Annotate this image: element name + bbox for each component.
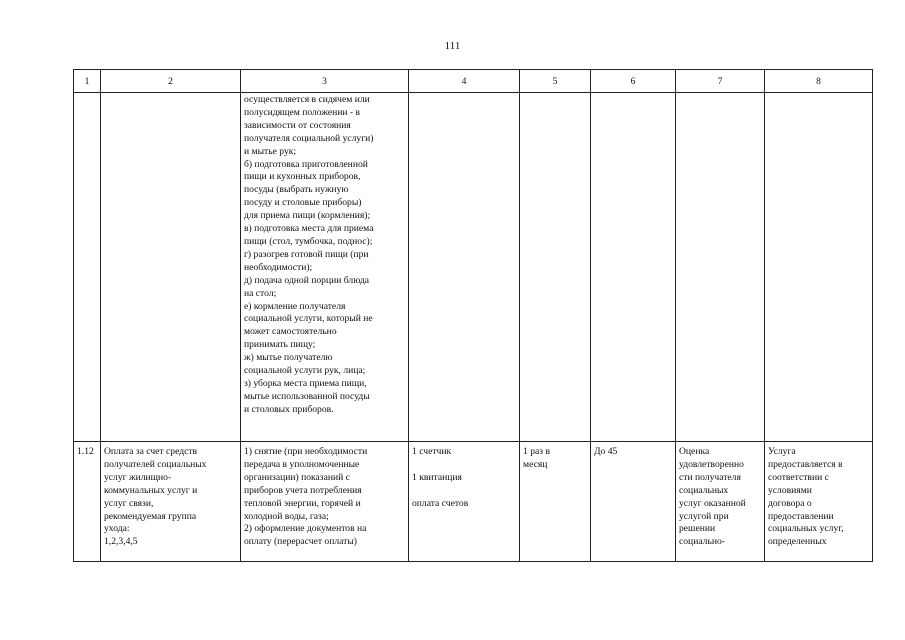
cell-number bbox=[74, 93, 101, 442]
cell-service-description: осуществляется в сидячем или полусидящем положении - в зависимости от состояния получателя социальной услуги) и мытье рук; б) подготовка приготовленной пищи и кухонных приборов, посуды (выбрать нужную посуду и столовые приборы) для приема пищи (кормления); в) подготовка места для приема пищи (стол, тумбочка, поднос); г) разогрев готовой пищи (при необходимости); д) подача одной порции блюда на стол; е) кормление получателя социальной услуги, который не может самостоятельно принимать пищу; ж) мытье получателю социальной услуги рук, лица; з) уборка места приема пищи, мытье использованной посуды и столовых приборов. bbox=[241, 93, 409, 442]
column-header-1: 1 bbox=[74, 70, 101, 93]
cell-service-name bbox=[101, 93, 241, 442]
table-row-continuation bbox=[74, 93, 873, 442]
cell-number: 1.12 bbox=[74, 442, 101, 562]
cell-conditions bbox=[765, 93, 873, 442]
column-header-6: 6 bbox=[591, 70, 676, 93]
column-header-7: 7 bbox=[676, 70, 765, 93]
column-header-2: 2 bbox=[101, 70, 241, 93]
column-header-4: 4 bbox=[409, 70, 520, 93]
column-header-8: 8 bbox=[765, 70, 873, 93]
cell-service-description: 1) снятие (при необходимости передача в уполномоченные организации) показаний с приборов учета потребления тепловой энергии, горячей и холодной воды, газа; 2) оформление документов на оплату (перерасчет оплаты) bbox=[241, 442, 409, 562]
unit-line-receipt: 1 квитанция bbox=[412, 471, 462, 483]
cell-unit bbox=[409, 442, 520, 562]
cell-time bbox=[591, 93, 676, 442]
cell-evaluation bbox=[676, 93, 765, 442]
cell-frequency: 1 раз в месяц bbox=[520, 442, 591, 562]
services-table bbox=[73, 69, 873, 562]
column-header-3: 3 bbox=[241, 70, 409, 93]
cell-conditions: Услуга предоставляется в соответствии с условиями договора о предоставлении социальных услуг, определенных bbox=[765, 442, 873, 562]
unit-line-counter: 1 счетчик bbox=[412, 446, 452, 457]
cell-frequency bbox=[520, 93, 591, 442]
cell-unit bbox=[409, 93, 520, 442]
page-number: 111 bbox=[444, 40, 461, 52]
cell-evaluation: Оценка удовлетворенно сти получателя социальных услуг оказанной услугой при решении социально- bbox=[676, 442, 765, 562]
column-header-5: 5 bbox=[520, 70, 591, 93]
cell-time: До 45 bbox=[591, 442, 676, 562]
table-row-1-12 bbox=[74, 442, 873, 562]
cell-service-name: Оплата за счет средств получателей социальных услуг жилищно- коммунальных услуг и услуг связи, рекомендуемая группа ухода: 1,2,3,4,5 bbox=[101, 442, 241, 562]
unit-line-payment: оплата счетов bbox=[412, 497, 469, 509]
table-header-row bbox=[74, 70, 873, 93]
